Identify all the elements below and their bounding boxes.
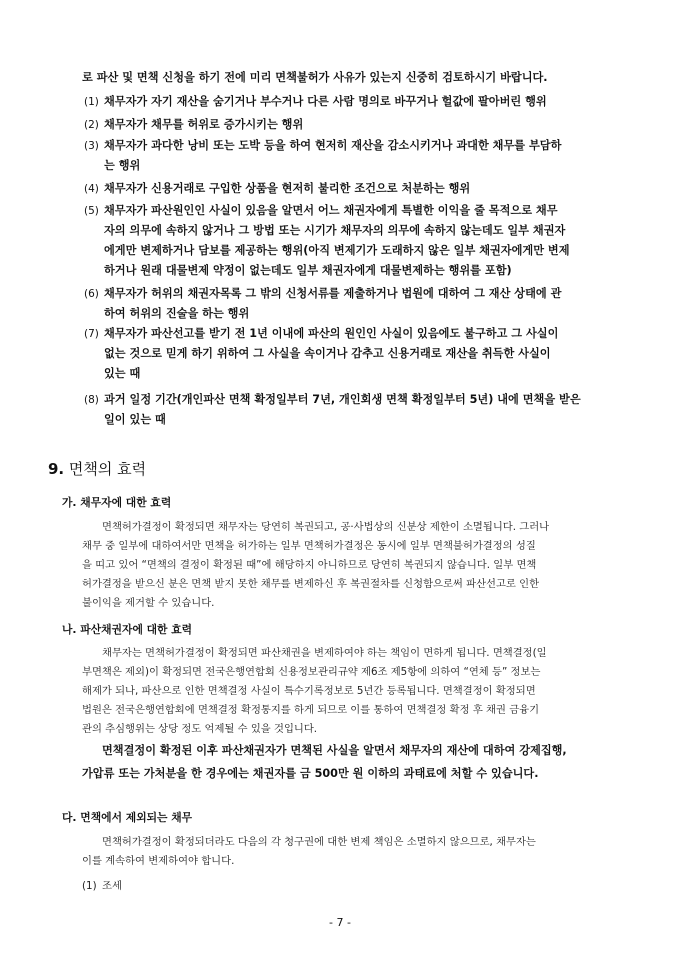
- ground-number: (2): [84, 119, 99, 131]
- body-line: 관의 추심행위는 상당 정도 억제될 수 있을 것입니다.: [82, 723, 318, 735]
- ground-text-line: 없는 것으로 믿게 하기 위하여 그 사실을 속이거나 감추고 신용거래로 재산을 취득한 사실이: [104, 347, 551, 360]
- body-line: 부면책은 제외)이 확정되면 전국은행연합회 신용정보관리규약 제6조 제5항에 의하여 “연체 등” 정보는: [82, 666, 541, 678]
- body-line: 불이익을 제거할 수 있습니다.: [82, 597, 215, 609]
- ground-text-line: 채무자가 과다한 낭비 또는 도박 등을 하여 현저히 재산을 감소시키거나 과대한 채무를 부담하: [104, 139, 562, 152]
- ground-number: (8): [84, 394, 99, 406]
- ground-text-line: 채무자가 파산원인인 사실이 있음을 알면서 어느 채권자에게 특별한 이익을 줄 목적으로 채무: [104, 204, 558, 217]
- intro-line: 로 파산 및 면책 신청을 하기 전에 미리 면책불허가 사유가 있는지 신중히 검토하시기 바랍니다.: [82, 71, 548, 84]
- ground-text-line: 채무자가 자기 재산을 숨기거나 부수거나 다른 사람 명의로 바꾸거나 헐값에 팔아버린 행위: [104, 95, 547, 108]
- body-line: 이를 계속하여 변제하여야 합니다.: [82, 855, 235, 867]
- bold-notice-line: 면책결정이 확정된 이후 파산채권자가 면책된 사실을 알면서 채무자의 재산에 대하여 강제집행,: [102, 744, 567, 757]
- ground-text-line: 채무자가 채무를 허위로 증가시키는 행위: [104, 118, 304, 131]
- section-title: 면책의 효력: [68, 460, 147, 478]
- body-line: 허가결정을 받으신 분은 면책 받지 못한 채무를 변제하신 후 복권절차를 신청함으로써 파산선고로 인한: [82, 578, 540, 590]
- exempt-item-text: 조세: [102, 880, 122, 892]
- ground-number: (4): [84, 183, 99, 195]
- ground-number: (1): [84, 96, 99, 108]
- ground-text-line: 는 행위: [104, 159, 141, 172]
- ground-text-line: 있는 때: [104, 367, 141, 380]
- section-heading: [48, 459, 146, 479]
- ground-text-line: 채무자가 허위의 채권자목록 그 밖의 신청서류를 제출하거나 법원에 대하여 그 재산 상태에 관: [104, 287, 562, 300]
- ground-number: (6): [84, 288, 99, 300]
- ground-text-line: 자의 의무에 속하지 않거나 그 방법 또는 시기가 채무자의 의무에 속하지 않는데도 일부 채권자: [104, 224, 566, 237]
- subsection-title-a: 가. 채무자에 대한 효력: [62, 496, 172, 509]
- body-line: 해제가 되나, 파산으로 인한 면책결정 사실이 특수기록정보로 5년간 등록됩니다. 면책결정이 확정되면: [82, 685, 536, 697]
- ground-text-line: 일이 있는 때: [104, 413, 166, 426]
- exempt-item-number: (1): [82, 880, 97, 892]
- ground-number: (5): [84, 205, 99, 217]
- subsection-title-c: 다. 면책에서 제외되는 채무: [62, 811, 193, 824]
- body-line: 면책허가결정이 확정되더라도 다음의 각 청구권에 대한 변제 책임은 소멸하지 않으므로, 채무자는: [102, 836, 536, 848]
- ground-text-line: 채무자가 신용거래로 구입한 상품을 현저히 불리한 조건으로 처분하는 행위: [104, 182, 471, 195]
- section-number: 9.: [48, 460, 65, 478]
- body-line: 법원은 전국은행연합회에 면책결정 확정통지를 하게 되므로 이를 통하여 면책결정 확정 후 채권 금융기: [82, 704, 540, 716]
- ground-number: (7): [84, 328, 99, 340]
- ground-text-line: 과거 일정 기간(개인파산 면책 확정일부터 7년, 개인회생 면책 확정일부터 5년) 내에 면책을 받은: [104, 393, 581, 406]
- page-number: - 7 -: [329, 916, 351, 929]
- ground-text-line: 채무자가 파산선고를 받기 전 1년 이내에 파산의 원인인 사실이 있음에도 불구하고 그 사실이: [104, 327, 559, 340]
- ground-text-line: 하거나 원래 대물변제 약정이 없는데도 일부 채권자에게 대물변제하는 행위를 포함): [104, 264, 512, 277]
- body-line: 채무자는 면책허가결정이 확정되면 파산채권을 변제하여야 하는 책임이 면하게 됩니다. 면책결정(일: [102, 647, 547, 659]
- ground-text-line: 에게만 변제하거나 담보를 제공하는 행위(아직 변제기가 도래하지 않은 일부 채권자에게만 변제: [104, 244, 570, 257]
- body-line: 면책허가결정이 확정되면 채무자는 당연히 복권되고, 공·사법상의 신분상 제한이 소멸됩니다. 그러나: [102, 521, 550, 533]
- body-line: 을 띠고 있어 “면책의 결정이 확정된 때”에 해당하지 아니하므로 당연히 복권되지 않습니다. 일부 면책: [82, 559, 537, 571]
- body-line: 채무 중 일부에 대하여서만 면책을 허가하는 일부 면책허가결정은 동시에 일부 면책불허가결정의 성질: [82, 540, 536, 552]
- bold-notice-line: 가압류 또는 가처분을 한 경우에는 채권자를 금 500만 원 이하의 과태료에 처할 수 있습니다.: [82, 767, 539, 780]
- subsection-title-b: 나. 파산채권자에 대한 효력: [62, 623, 193, 636]
- ground-number: (3): [84, 140, 99, 152]
- ground-text-line: 하여 허위의 진술을 하는 행위: [104, 307, 250, 320]
